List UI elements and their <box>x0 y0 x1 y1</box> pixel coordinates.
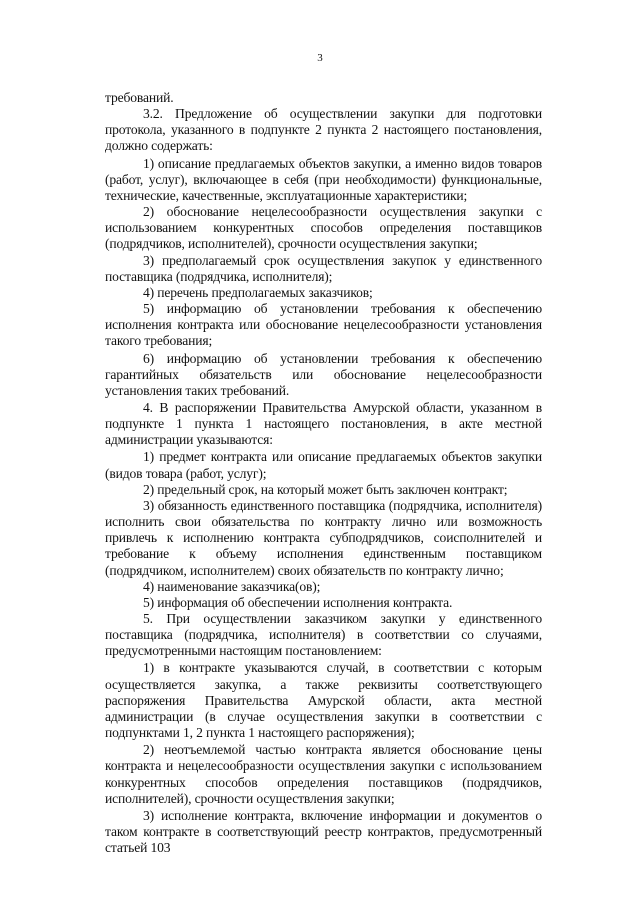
paragraph-3-2-item-3: 3) предполагаемый срок осуществления закупок у единственного поставщика (подрядчика, исполнителя); <box>105 252 542 284</box>
paragraph-4-item-3: 3) обязанность единственного поставщика (подрядчика, исполнителя) исполнить свои обязательства по контракту лично или возможность привлечь к исполнению контракта субподрядчиков, соисполнителей и требование к объему исполнения единственным поставщиком (подрядчиком, исполнителем) своих обязательств по контракту лично; <box>105 497 542 578</box>
paragraph-continuation: требований. <box>105 90 174 105</box>
paragraph-5-item-3: 3) исполнение контракта, включение информации и документов о таком контракте в соответствующий реестр контрактов, предусмотренный статьей 103 <box>105 807 542 856</box>
paragraph-3-2-item-6: 6) информацию об установлении требования к обеспечению гарантийных обязательств или обоснование нецелесообразности установления таких требований. <box>105 350 542 398</box>
paragraph-5: 5. При осуществлении заказчиком закупки у единственного поставщика (подрядчика, исполнителя) в соответствии со случаями, предусмотренными настоящим постановлением: <box>105 611 542 659</box>
paragraph-3-2: 3.2. Предложение об осуществлении закупки для подготовки протокола, указанного в подпункте 2 пункта 2 настоящего постановления, должно содержать: <box>105 106 542 154</box>
paragraph-3-2-item-5: 5) информацию об установлении требования к обеспечению исполнения контракта или обоснование нецелесообразности установления такого требования; <box>105 301 542 349</box>
paragraph-3-2-item-2: 2) обоснование нецелесообразности осуществления закупки с использованием конкурентных способов определения поставщиков (подрядчиков, исполнителей), срочности осуществления закупки; <box>105 204 542 252</box>
document-body <box>105 90 542 856</box>
paragraph-4-item-1: 1) предмет контракта или описание предлагаемых объектов закупки (видов товара (работ, услуг); <box>105 449 542 481</box>
page-number: 3 <box>317 52 323 64</box>
paragraph-5-item-1: 1) в контракте указываются случай, в соответствии с которым осуществляется закупка, а также реквизиты соответствующего распоряжения Правительства Амурской области, акта местной администрации (в случае осуществления закупки в соответствии с подпунктами 1, 2 пункта 1 настоящего распоряжения); <box>105 660 542 741</box>
paragraph-3-2-item-1: 1) описание предлагаемых объектов закупки, а именно видов товаров (работ, услуг), включающее в себя (при необходимости) функциональные, технические, качественные, эксплуатационные характеристики; <box>105 155 542 203</box>
paragraph-4-item-2: 2) предельный срок, на который может быть заключен контракт; <box>143 481 508 497</box>
paragraph-4: 4. В распоряжении Правительства Амурской области, указанном в подпункте 1 пункта 1 настоящего постановления, в акте местной администрации указываются: <box>105 399 542 448</box>
paragraph-3-2-item-4: 4) перечень предполагаемых заказчиков; <box>143 284 373 300</box>
paragraph-5-item-2: 2) неотъемлемой частью контракта является обоснование цены контракта и нецелесообразности осуществления закупки с использованием конкурентных способов определения поставщиков (подрядчиков, исполнителей), срочности осуществления закупки; <box>105 742 542 806</box>
paragraph-4-item-4: 4) наименование заказчика(ов); <box>143 578 321 594</box>
paragraph-4-item-5: 5) информация об обеспечении исполнения контракта. <box>143 594 453 610</box>
